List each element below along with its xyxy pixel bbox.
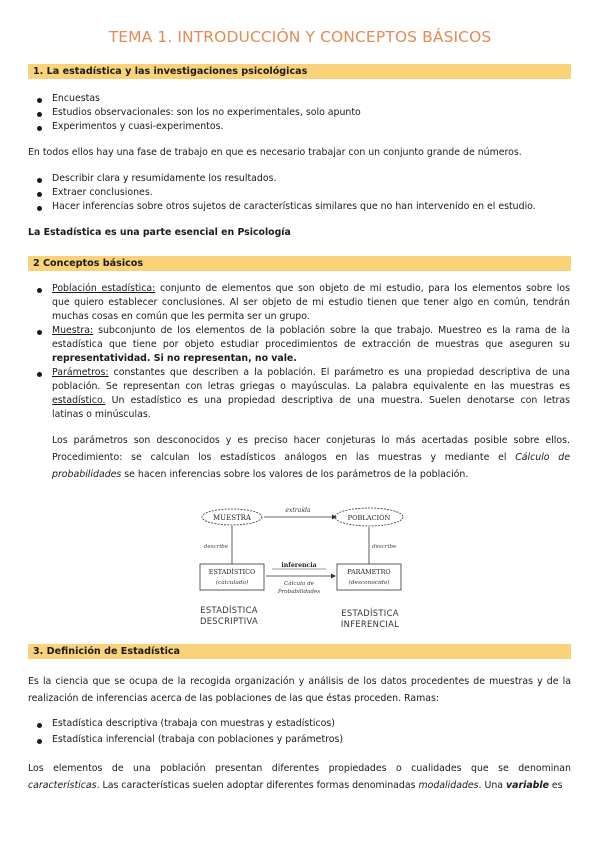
list-item: Hacer inferencias sobre otros sujetos de características similares que no han intervenido en el estudio. <box>52 201 536 212</box>
term-estadistico: estadístico. <box>52 395 106 406</box>
estadistico-label: ESTADÍSTICO <box>208 568 256 576</box>
poblacion-line-1 <box>52 282 570 295</box>
text: se hacen inferencias sobre los valores de los parámetros de la población. <box>121 469 469 480</box>
text-italic: modalidades <box>418 780 479 791</box>
calculo-label-2: Probabilidades <box>277 589 321 595</box>
list-item: Experimentos y cuasi-experimentos. <box>52 121 224 132</box>
text-bold-italic: variable <box>506 780 549 791</box>
describe-right-label: describe <box>372 544 397 550</box>
para-line-1: Los parámetros son desconocidos y es preciso hacer conjeturas lo más acertadas posible sobre ellos. <box>52 435 570 446</box>
extraida-label: extraída <box>285 507 311 514</box>
bullet-icon <box>37 330 42 335</box>
definition-line-2: realización de inferencias acerca de las poblaciones de las que éstas proceden. Ramas: <box>28 693 439 704</box>
text: Procedimiento: se calculan los estadísticos análogos en las muestras y mediante el <box>52 452 516 463</box>
list-item: Encuestas <box>52 93 100 104</box>
describe-left-label: describe <box>203 544 228 550</box>
text: subconjunto de los elementos de la población sobre la que trabajo. Muestreo es la rama de la <box>93 325 570 336</box>
descriptiva-caption-1: ESTADÍSTICA <box>200 605 258 615</box>
muestra-line-3: representatividad. Si no representan, no vale. <box>52 353 297 364</box>
list-item: Describir clara y resumidamente los resultados. <box>52 173 277 184</box>
poblacion-line-3: muchas cosas en común que les permita ser un grupo. <box>52 311 310 322</box>
last-line-2 <box>28 779 563 792</box>
desconocido-label: (desconocido) <box>348 580 390 586</box>
term-poblacion: Población estadística: <box>52 283 156 294</box>
calculado-label: (calculado) <box>215 580 249 586</box>
note-bold: La Estadística es una parte esencial en Psicología <box>28 227 291 238</box>
bullet-icon <box>37 126 42 131</box>
term-muestra: Muestra: <box>52 325 94 336</box>
text: constantes que describen a la población. El parámetro es una propiedad descriptiva de una <box>108 367 570 378</box>
poblacion-line-2: que quiero establecer conclusiones. Al ser objeto de mi estudio tienen que tener algo en común, tendrán <box>52 297 570 308</box>
calculo-label-1: Cálculo de <box>284 581 314 587</box>
list-item: Extraer conclusiones. <box>52 187 153 198</box>
muestra-label: MUESTRA <box>213 514 251 522</box>
text-italic: probabilidades <box>52 469 122 480</box>
param-line-2: población. Se representan con letras griegas o mayúsculas. La palabra equivalente en las muestras es <box>52 381 570 392</box>
page-title: TEMA 1. INTRODUCCIÓN Y CONCEPTOS BÁSICOS <box>108 28 492 46</box>
definition-line-1: Es la ciencia que se ocupa de la recogida organización y análisis de los datos procedentes de muestras y de la <box>28 676 571 687</box>
text: conjunto de elementos que son objeto de mi estudio, para los elementos sobre los <box>155 283 570 294</box>
section-2-heading: 2 Conceptos básicos <box>33 258 144 269</box>
muestra-line-1 <box>52 324 570 337</box>
text-italic: Cálculo de <box>515 452 570 463</box>
inferencial-caption-2: INFERENCIAL <box>340 619 400 629</box>
last-line-1: Los elementos de una población presentan diferentes propiedades o cualidades que se denominan <box>28 763 571 774</box>
arrow-head-icon <box>332 515 337 520</box>
text: Un estadístico es una propiedad descriptiva de una muestra. Suelen denotarse con letras <box>105 395 570 406</box>
text-italic: características <box>28 780 97 791</box>
statistics-diagram <box>198 497 410 632</box>
bullet-icon <box>37 288 42 293</box>
parametro-label: PARÁMETRO <box>347 568 391 576</box>
section-1-heading: 1. La estadística y las investigaciones psicológicas <box>33 66 308 77</box>
para-line-3 <box>52 468 468 481</box>
text: . Una <box>478 780 507 791</box>
inferencia-label: inferencia <box>281 562 317 569</box>
list-item: Estadística inferencial (trabaja con poblaciones y parámetros) <box>52 734 344 745</box>
paragraph: En todos ellos hay una fase de trabajo en que es necesario trabajar con un conjunto grande de números. <box>28 147 522 158</box>
bullet-icon <box>37 372 42 377</box>
poblacion-label: POBLACIÓN <box>347 514 391 522</box>
muestra-line-2: estadística que tiene por objeto estudiar procedimientos de extracción de muestras que aseguren su <box>52 339 570 350</box>
list-item: Estudios observacionales: son los no experimentales, solo apunto <box>52 107 361 118</box>
term-parametros: Parámetros: <box>52 367 109 378</box>
arrow-head-icon <box>331 574 336 579</box>
bullet-icon <box>37 739 42 744</box>
bullet-icon <box>37 723 42 728</box>
param-line-1 <box>52 366 570 379</box>
text: es <box>548 780 563 791</box>
bullet-icon <box>37 206 42 211</box>
text: . Las características suelen adoptar diferentes formas denominadas <box>96 780 419 791</box>
inferencial-caption-1: ESTADÍSTICA <box>341 608 399 618</box>
param-line-3 <box>52 394 570 407</box>
bullet-icon <box>37 192 42 197</box>
bullet-icon <box>37 112 42 117</box>
section-3-heading: 3. Definición de Estadística <box>33 646 181 657</box>
param-line-4: latinas o minúsculas. <box>52 409 151 420</box>
descriptiva-caption-2: DESCRIPTIVA <box>199 616 259 626</box>
list-item: Estadística descriptiva (trabaja con muestras y estadísticos) <box>52 718 335 729</box>
bullet-icon <box>37 98 42 103</box>
bullet-icon <box>37 178 42 183</box>
para-line-2 <box>52 451 570 464</box>
